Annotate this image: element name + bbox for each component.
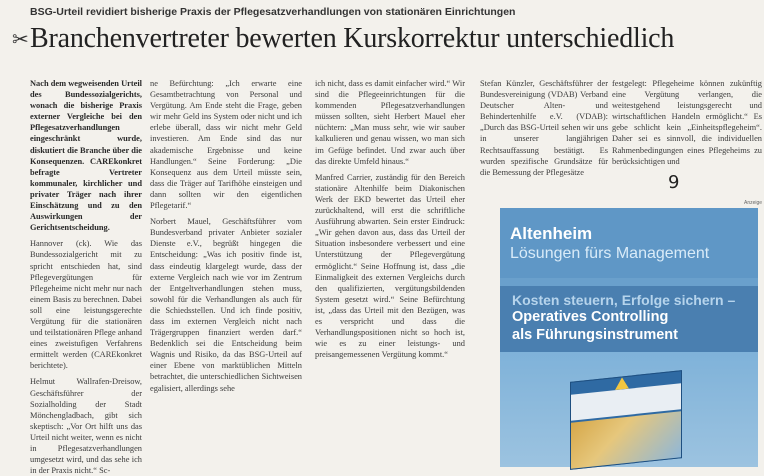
article-paragraph: ne Befürchtung: „Ich erwarte eine Gesamtbetrachtung von Personal und Vergütung. Am Ende steht die Frage, geben wir mehr Geld ins System oder nicht und ich erlebe überall, dass wir nicht mehr Geld investieren. Am Ende sind das nur akademische Ergebnisse und keine Handlungen.“ Seine Forderung: „Die Konsequenz aus dem Urteil müsste sein, dass die Träger auf Tarifhöhe einsteigen und dann sollten wir den eigentlichen Pflegetarif.“	[150, 79, 302, 211]
article-column-2	[150, 78, 302, 467]
advertisement[interactable]	[500, 208, 758, 467]
article-paragraph: Hannover (ck). Wie das Bundessozialgericht mit zu spricht entschieden hat, sind Pflegevergütungen für Pflegeheime nicht mehr nur nach einem Basis zu berechnen. Dabei soll eine leistungsgerechte Vergütung für die stationären und teilstationären Pflege anhand eines zweistufigen Verfahrens ermittelt werden (CAREkonkret berichtete).	[30, 239, 142, 371]
article-paragraph: Helmut Wallrafen-Dreisow, Geschäftsführer der Sozialholding der Stadt Mönchengladbach, gibt sich skeptisch: „Vor Ort hilft uns das Urteil nicht weiter, wenn es nicht in Pflegesatzverhandlungen umgesetzt wird, und das sehe ich in der Praxis nicht.“ Sc-	[30, 377, 142, 476]
article-kicker: BSG-Urteil revidiert bisherige Praxis der Pflegesatzverhandlungen von stationären Einrichtungen	[30, 6, 516, 18]
article-lead: Nach dem wegweisenden Urteil des Bundessozialgerichts, wonach die bisherige Praxis externer Vergleiche bei den Pflegesatzverhandlungen eingeschränkt wurde, diskutiert die Branche über die Konsequenzen. CAREkonkret befragte Vertreter kommunaler, kirchlicher und privater Träger nach ihrer Einschätzung und zu den Auswirkungen der Gerichtsentscheidung.	[30, 79, 142, 233]
ad-subtitle: Lösungen fürs Management	[510, 245, 710, 262]
article-paragraph: ich nicht, dass es damit einfacher wird.“ Wir sind die Pflegeeinrichtungen für die kommenden Pflegesatzverhandlungen müssen sollten, sieht Herbert Mauel eher nüchtern: „Man muss sehr, wie wir sauber kalkulieren und genau wissen, wo man sich im Gefüge befindet. Und zwar auch über das direkte Umfeld hinaus.“	[315, 79, 465, 166]
article-column-4	[480, 78, 608, 188]
book-cover-image	[570, 370, 682, 470]
ad-label: Anzeige	[744, 200, 763, 206]
article-headline: Branchenvertreter bewerten Kurskorrektur unterschiedlich	[30, 23, 675, 54]
article-paragraph: Norbert Mauel, Geschäftsführer vom Bundesverband privater Anbieter sozialer Dienste e.V., begrüßt hingegen die Entscheidung: „Was ich positiv finde ist, dass eindeutig klargelegt wurde, dass der externe Vergleich nach wie vor im Zentrum der Entgeltverhandlungen stehen muss, sowohl für die Verhandlungen als auch für die Schiedsstellen. Und ich finde positiv, dass im externen Vergleich nicht nach Trägergruppen finanziert werden darf.“ Bedenklich sei die Entscheidung beim Wagnis und Risiko, da das BSG-Urteil auf einer Ebene von marktüblichen Mitteln betrachtet, die unterschiedlichen Sichtweisen egalisiert, allerdings sehe	[150, 217, 302, 393]
article-paragraph: Stefan Künzler, Geschäftsführer der Bundesvereinigung (VDAB) Verband Deutscher Alten- und Behindertenhilfe e.V. (VDAB): „Durch das BSG-Urteil sehen wir uns in unserer langjährigen Rechtsauffassung bestätigt. Es wurden spezifische Grundsätze für die Bemessung der Pflegesätze	[480, 79, 608, 177]
article-paragraph: Manfred Carrier, zuständig für den Bereich stationäre Altenhilfe beim Diakonischen Werk der EKD bewertet das Urteil eher zurückhaltend, will erst die schriftliche Ausführung abwarten. Sein erster Eindruck: „Wir gehen davon aus, dass das Urteil der Situation insbesondere verbessert und eine Unterstützung der Pflegevergütung ermöglicht.“ Seine Hoffnung ist, dass „die Einmaligkeit des externen Vergleichs durch den qualifizierten, vergütungsbildenden System gesetzt wird.“ Seine Befürchtung ist, „dass das Urteil mit den Bezügen, was es verspricht und dass die Verhandlungspositionen nicht so hoch ist, wie es zu einer leistungs- und preisangemessenen Vergütung kommt.“	[315, 172, 465, 360]
page-number: 9	[668, 172, 680, 193]
ad-headline-2: Operatives Controlling	[512, 309, 669, 325]
scissors-icon: ✂	[12, 29, 29, 51]
article-column-1	[30, 78, 142, 476]
ad-title: Altenheim	[510, 224, 593, 243]
article-column-5	[612, 78, 762, 188]
ad-headline-1: Kosten steuern, Erfolge sichern –	[512, 292, 736, 308]
ad-headline-3: als Führungsinstrument	[512, 327, 678, 343]
article-paragraph: festgelegt: Pflegeheime können zukünftig eine Vergütung verlangen, die weitestgehend leistungsgerecht und wirtschaftlichen Handeln ermöglicht.“ Es gebe schlicht kein „Einheitspflegeheim“. Daher sei es sinnvoll, die individuellen Rahmenbedingungen eines Pflegeheims zu berücksichtigen und	[612, 79, 762, 166]
article-column-3	[315, 78, 465, 467]
